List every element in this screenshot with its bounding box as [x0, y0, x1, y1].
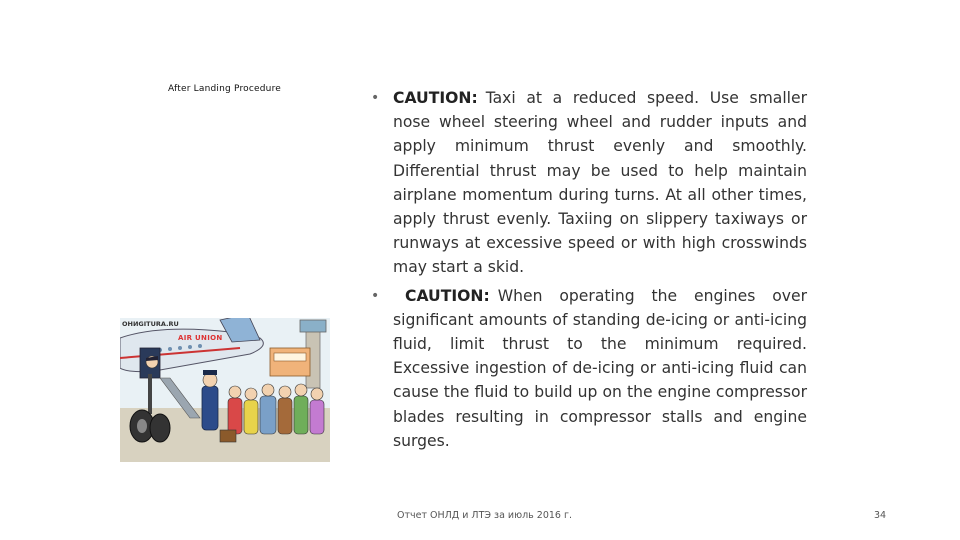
caution-list — [365, 86, 807, 457]
page-number: 34 — [874, 510, 887, 521]
caution-bullet-1 — [365, 86, 807, 280]
caution-label-2: CAUTION: — [405, 286, 490, 305]
cartoon-airplane-image — [120, 318, 330, 462]
caution-text-2: When operating the engines over significant amounts of standing de-icing or anti-icing fluid, limit thrust to the minimum required. Excessive ingestion of de-icing or anti-icing fluid can cause the fluid to build up on the engine compressor blades resulting in compressor stalls and engine surges. — [393, 286, 807, 450]
slide-title: After Landing Procedure — [168, 84, 282, 94]
bullet-marker-1: • — [371, 90, 380, 106]
caution-text-1: Taxi at a reduced speed. Use smaller nose wheel steering wheel and rudder inputs and apply minimum thrust evenly and smoothly. Differential thrust may be used to help maintain airplane momentum during turns. At all other times, apply thrust evenly. Taxiing on slippery taxiways or runways at excessive speed or with high crosswinds may start a skid. — [393, 89, 807, 277]
bullet-marker-2: • — [371, 287, 380, 304]
footer-text: Отчет ОНЛД и ЛТЭ за июль 2016 г. — [397, 510, 572, 521]
caution-label-1: CAUTION: — [393, 89, 478, 107]
brand-watermark: ОНИGIТURA.RU — [122, 320, 179, 328]
caution-bullet-2 — [365, 284, 807, 453]
airline-logo-text: AIR UNION — [178, 334, 223, 342]
cartoon-illustration — [120, 318, 330, 462]
